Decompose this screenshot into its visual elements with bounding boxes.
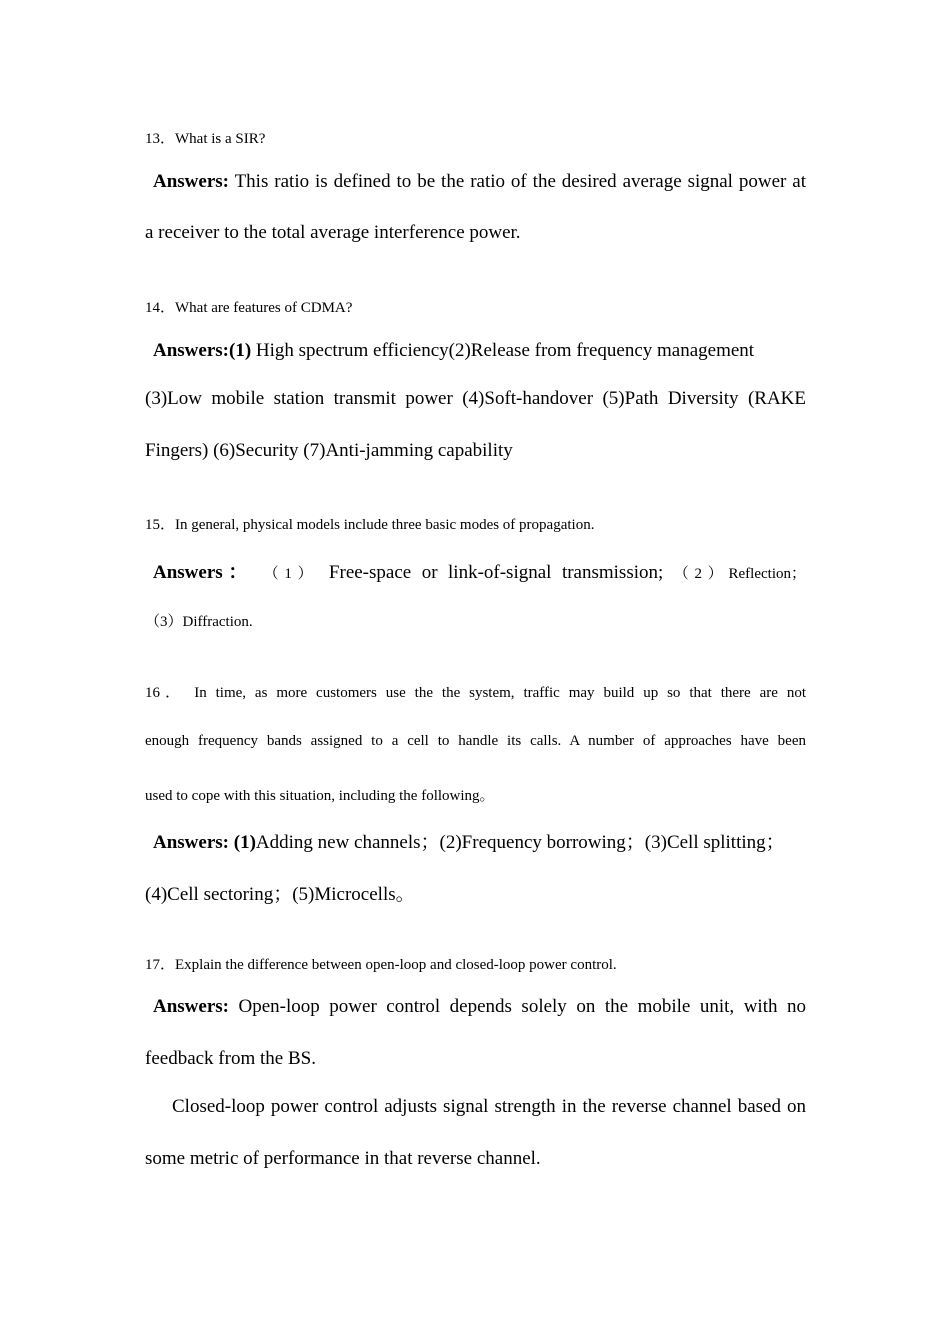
question-16-line-2: enough frequency bands assigned to a cell to handle its calls. A number of approaches have been (145, 733, 806, 749)
question-16-line-3: used to cope with this situation, including the following。 (145, 788, 495, 804)
answer-text: High spectrum efficiency(2)Release from frequency management (251, 340, 755, 361)
answer-15-line-1 (153, 557, 806, 584)
answer-13-line-1 (153, 171, 806, 193)
answer-text-small: （2）Reflection； (673, 566, 806, 582)
answer-text: Free-space or link-of-signal transmission; (328, 562, 664, 583)
question-15: 15．In general, physical models include three basic modes of propagation. (145, 517, 595, 533)
answer-14-line-1 (153, 340, 806, 362)
answer-marker: （1） (263, 566, 319, 582)
answer-text: Open-loop power control depends solely on the mobile unit, with no (229, 996, 806, 1017)
question-14: 14．What are features of CDMA? (145, 300, 353, 316)
answer-text: This ratio is defined to be the ratio of the desired average signal power at (229, 171, 806, 192)
answer-label: Answers: (1) (153, 832, 256, 853)
answer-16-line-1 (153, 827, 806, 854)
answer-label: Answers: (153, 996, 229, 1017)
question-16-line-1: 16． In time, as more customers use the the system, traffic may build up so that there are not (145, 685, 806, 701)
answer-13-line-2: a receiver to the total average interference power. (145, 222, 521, 243)
answer-17-line-4: some metric of performance in that reverse channel. (145, 1148, 541, 1169)
answer-14-line-3: Fingers) (6)Security (7)Anti-jamming capability (145, 440, 513, 461)
question-17: 17．Explain the difference between open-loop and closed-loop power control. (145, 957, 617, 973)
question-13: 13．What is a SIR? (145, 131, 266, 147)
answer-15-line-2: （3）Diffraction. (145, 614, 253, 630)
answer-label: Answers: (153, 171, 229, 192)
answer-16-line-2: (4)Cell sectoring；(5)Microcells。 (145, 884, 415, 905)
answer-17-line-2: feedback from the BS. (145, 1048, 316, 1069)
answer-label: Answers： (153, 562, 254, 583)
answer-17-line-3: Closed-loop power control adjusts signal strength in the reverse channel based on (172, 1096, 806, 1117)
answer-label: Answers:(1) (153, 340, 252, 361)
answer-14-line-2: (3)Low mobile station transmit power (4)Soft-handover (5)Path Diversity (RAKE (145, 388, 806, 409)
answer-text: Adding new channels；(2)Frequency borrowing；(3)Cell splitting； (255, 832, 785, 853)
answer-17-line-1 (153, 996, 806, 1018)
